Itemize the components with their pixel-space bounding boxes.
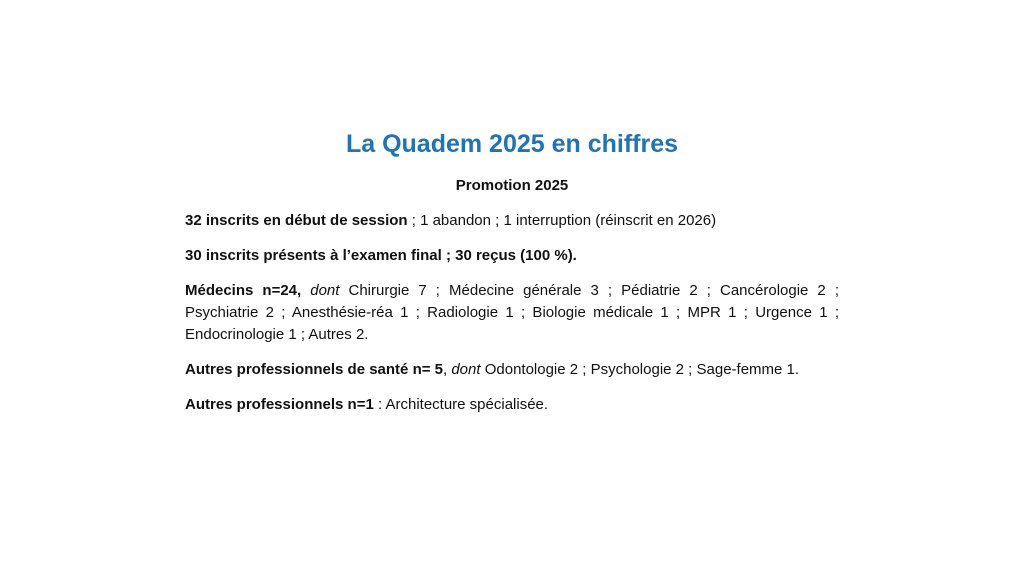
- medecins-detail: Chirurgie 7 ; Médecine générale 3 ; Pédiatrie 2 ; Cancérologie 2 ; Psychiatrie 2 ; Anesthésie-réa 1 ; Radiologie 1 ; Biologie médicale 1 ; MPR 1 ; Urgence 1 ; Endocrinologie 1 ; Autres 2.: [185, 282, 839, 343]
- paragraph-professionnels-sante: [185, 359, 839, 381]
- slide-subtitle: Promotion 2025: [455, 177, 569, 194]
- professionnels-sante-bold: Autres professionnels de santé n= 5: [185, 361, 443, 378]
- slide-title: La Quadem 2025 en chiffres: [345, 130, 679, 158]
- slide-body: [185, 210, 839, 429]
- paragraph-medecins: [185, 280, 839, 346]
- examen-bold: 30 inscrits présents à l’examen final ; 30 reçus (100 %).: [185, 247, 577, 264]
- professionnels-sante-detail: Odontologie 2 ; Psychologie 2 ; Sage-femme 1.: [480, 361, 800, 378]
- paragraph-examen: [185, 245, 839, 267]
- inscrits-bold: 32 inscrits en début de session: [185, 212, 408, 229]
- inscrits-detail: ; 1 abandon ; 1 interruption (réinscrit en 2026): [407, 212, 717, 229]
- autres-professionnels-bold: Autres professionnels n=1: [185, 396, 374, 413]
- medecins-dont: dont: [310, 282, 340, 299]
- paragraph-autres-professionnels: [185, 394, 839, 416]
- professionnels-sante-sep: ,: [443, 361, 452, 378]
- medecins-bold: Médecins n=24,: [185, 282, 302, 299]
- professionnels-sante-dont: dont: [451, 361, 481, 378]
- paragraph-inscrits: [185, 210, 839, 232]
- autres-professionnels-detail: : Architecture spécialisée.: [373, 396, 549, 413]
